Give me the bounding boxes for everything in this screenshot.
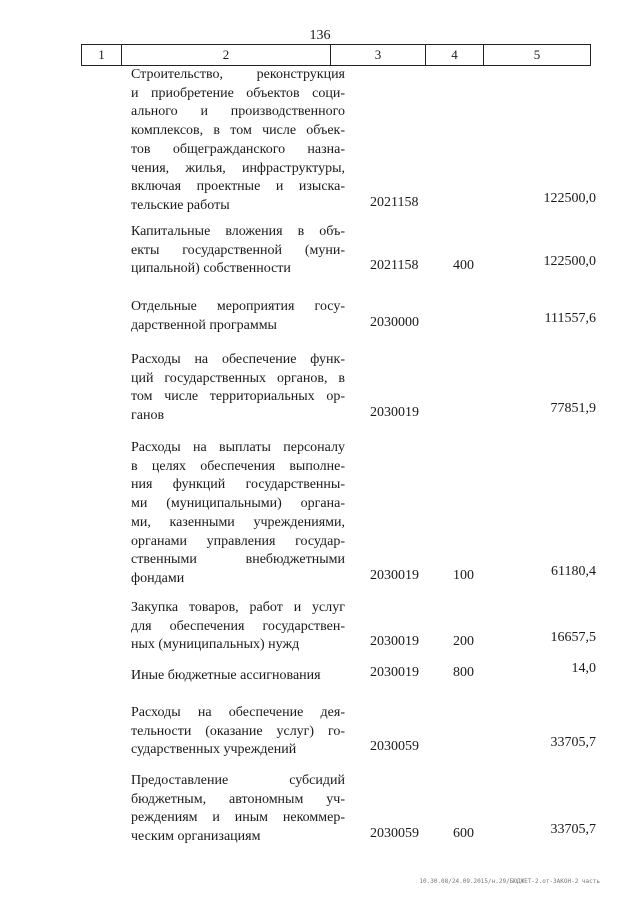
description-line: бюджетным, автономным уч-	[131, 791, 345, 807]
description-line: екты государственной (муни-	[131, 242, 345, 258]
row-amount: 16657,5	[550, 630, 596, 646]
row-code: 2021158	[370, 258, 419, 274]
description-line: для обеспечения государствен-	[131, 618, 345, 634]
row-description	[131, 66, 345, 216]
page-number: 136	[309, 28, 331, 43]
description-line: Предоставление субсидий	[131, 773, 345, 788]
row-amount: 33705,7	[550, 822, 596, 838]
row-description	[131, 704, 345, 760]
row-description	[131, 351, 345, 426]
row-code: 2030019	[370, 567, 419, 583]
row-amount: 122500,0	[543, 254, 596, 270]
row-expense-type: 600	[453, 826, 474, 842]
row-description	[131, 439, 345, 589]
footer-filepath: 10.30.08/24.09.2015/н.29/БЮДЖЕТ-2.от-ЗАКОН-2 часть	[419, 878, 600, 885]
description-line: чения, жилья, инфраструктуры,	[131, 160, 345, 176]
description-line: ми (муниципальными) органа-	[131, 496, 345, 512]
row-description	[131, 599, 345, 655]
row-code: 2030000	[370, 314, 419, 330]
description-line: тельские работы	[131, 197, 230, 213]
row-amount: 111557,6	[544, 310, 596, 326]
header-col-1: 1	[81, 45, 121, 65]
description-line: том числе территориальных ор-	[131, 389, 345, 405]
description-line: Расходы на выплаты персоналу	[131, 440, 345, 455]
description-line: тельности (оказание услуг) го-	[131, 723, 345, 739]
description-line: ных (муниципальных) нужд	[131, 637, 300, 653]
row-amount: 61180,4	[551, 563, 596, 579]
row-code: 2030019	[370, 634, 419, 650]
description-line: ганов	[131, 408, 165, 424]
description-line: Иные бюджетные ассигнования	[131, 668, 321, 683]
row-expense-type: 200	[453, 634, 474, 650]
row-amount: 14,0	[571, 661, 596, 676]
description-line: Строительство, реконструкция	[131, 67, 345, 82]
description-line: реждениям и иным некоммер-	[131, 810, 345, 826]
row-description	[131, 298, 345, 335]
row-amount: 77851,9	[550, 401, 596, 417]
row-code: 2030019	[370, 405, 419, 421]
description-line: фондами	[131, 570, 185, 586]
description-line: Отдельные мероприятия госу-	[131, 299, 345, 314]
row-code: 2021158	[370, 194, 419, 210]
row-code: 2030059	[370, 739, 419, 755]
row-amount: 122500,0	[543, 190, 596, 206]
row-code: 2030019	[370, 665, 419, 680]
header-col-2: 2	[121, 45, 330, 65]
row-amount: 33705,7	[550, 735, 596, 751]
description-line: Капитальные вложения в объ-	[131, 224, 345, 239]
description-line: Расходы на обеспечение функ-	[131, 352, 345, 367]
description-line: сударственных учреждений	[131, 742, 297, 758]
description-line: ния функций государственны-	[131, 477, 345, 493]
description-line: тов общегражданского назна-	[131, 141, 345, 157]
header-col-4: 4	[425, 45, 483, 65]
description-line: дарственной программы	[131, 317, 277, 333]
header-col-5: 5	[483, 45, 591, 65]
description-line: комплексов, в том числе объек-	[131, 123, 345, 139]
description-line: в целях обеспечения выполне-	[131, 458, 345, 474]
description-line: ципальной) собственности	[131, 261, 291, 277]
row-description	[131, 223, 345, 279]
row-description	[131, 667, 345, 686]
description-line: ческим организациям	[131, 829, 261, 845]
description-line: и приобретение объектов соци-	[131, 85, 345, 101]
row-description	[131, 772, 345, 847]
description-line: ального и производственного	[131, 104, 345, 120]
row-expense-type: 800	[453, 665, 474, 680]
header-col-3: 3	[330, 45, 425, 65]
table-header-row	[81, 44, 591, 66]
row-expense-type: 400	[453, 258, 474, 274]
description-line: Закупка товаров, работ и услуг	[131, 600, 345, 615]
description-line: ми, казенными учреждениями,	[131, 514, 345, 530]
row-expense-type: 100	[453, 567, 474, 583]
description-line: Расходы на обеспечение дея-	[131, 705, 345, 720]
description-line: органами управления государ-	[131, 533, 345, 549]
description-line: ций государственных органов, в	[131, 370, 345, 386]
description-line: ственными внебюджетными	[131, 552, 345, 568]
description-line: включая проектные и изыска-	[131, 179, 345, 195]
row-code: 2030059	[370, 826, 419, 842]
